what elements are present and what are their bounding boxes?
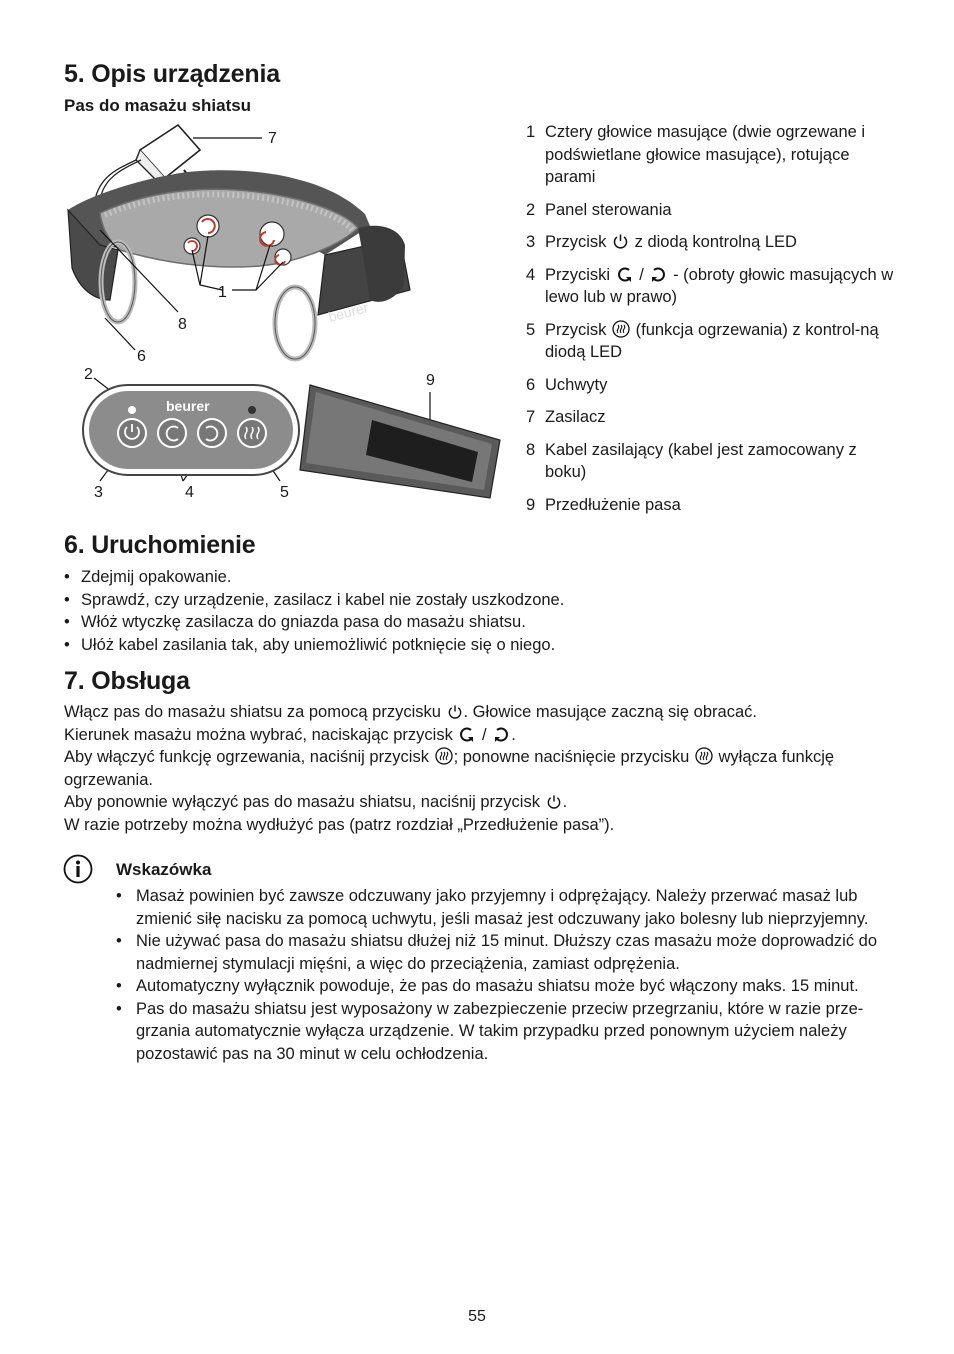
callout-2: 2: [84, 366, 93, 383]
text-span: .: [511, 725, 516, 744]
page-number: 55: [468, 1308, 486, 1325]
legend-text: Uchwyty: [545, 375, 608, 394]
led-heat: [248, 406, 256, 414]
legend-text-post: z diodą kontrolną LED: [634, 233, 797, 251]
text-span: . Głowice masujące zaczną się obracać.: [463, 703, 757, 721]
legend-number: 2: [526, 200, 536, 219]
led-power: [128, 406, 136, 414]
legend-item: [526, 439, 898, 484]
section-7-title: 7. Obsługa: [64, 667, 190, 695]
info-icon: [63, 854, 93, 884]
callout-9: 9: [426, 372, 435, 389]
panel-power-button-icon: [118, 419, 146, 447]
callout-4: 4: [185, 484, 194, 501]
callout-5: 5: [280, 484, 289, 501]
section-5-subtitle: Pas do masażu shiatsu: [64, 96, 252, 115]
legend-number: 9: [526, 495, 536, 514]
power-icon: [447, 704, 463, 720]
legend-text: Cztery głowice masujące (dwie ogrzewane i podświetlane głowice masujące), rotujące parami: [545, 123, 866, 186]
note-list: [116, 885, 891, 1065]
legend-number: 6: [526, 375, 536, 394]
callout-1: 1: [218, 284, 227, 301]
legend-number: 8: [526, 440, 536, 459]
panel-brand-logo: beurer: [166, 398, 210, 414]
callout-6: 6: [137, 348, 146, 365]
text-span: ; ponowne naciśnięcie przycisku: [453, 748, 690, 766]
legend-text: Panel sterowania: [545, 200, 672, 219]
list-item: • Sprawdź, czy urządzenie, zasilacz i kabel nie zostały uszkodzone.: [64, 589, 894, 612]
legend-item: [526, 406, 898, 429]
legend-item: [526, 121, 898, 189]
text-span: .: [562, 793, 568, 811]
legend-text-post: (funkcja ogrzewania) z kontrol-ną diodą LED: [545, 320, 879, 361]
text-span: Aby ponownie wyłączyć pas do masażu shiatsu, naciśnij przycisk: [64, 793, 540, 811]
legend-text: Zasilacz: [545, 408, 606, 426]
belt: [68, 170, 410, 359]
operation-paragraph: [64, 701, 894, 724]
startup-steps-list: [64, 566, 894, 656]
callout-3: 3: [94, 484, 103, 501]
legend-number: 1: [526, 123, 536, 141]
panel-rotate-left-button-icon: [158, 419, 186, 447]
list-item: • Ułóż kabel zasilania tak, aby uniemożliwić potknięcie się o niego.: [64, 634, 894, 657]
panel-rotate-right-button-icon: [198, 419, 226, 447]
heat-icon: [435, 747, 453, 765]
legend-text: Kabel zasilający (kabel jest zamocowany z boku): [545, 440, 857, 481]
operation-paragraph: [64, 791, 894, 814]
section-5-title: 5. Opis urządzenia: [64, 60, 280, 88]
legend-number: 7: [526, 408, 536, 426]
legend-number: 5: [526, 320, 536, 339]
note-item: • Automatyczny wyłącznik powoduje, że pas do masażu shiatsu może być włączony maks. 15 minut.: [116, 975, 891, 998]
legend-item: [526, 264, 898, 309]
belt-extension: [300, 385, 500, 498]
legend-item: [526, 494, 898, 517]
note-item: • Pas do masażu shiatsu jest wyposażony w zabezpieczenie przeciw przegrzaniu, które w razie prze-grzania automatycznie wyłącza urządzenie. W takim przypadku przed ponownym użyciem należy pozostawić pas na 30 minut w celu ochłodzenia.: [116, 998, 891, 1066]
section-6-title: 6. Uruchomienie: [64, 531, 256, 559]
power-icon: [612, 233, 629, 250]
rotate-right-icon: [649, 266, 667, 283]
legend-separator: /: [639, 265, 644, 284]
rotate-left-icon: [616, 266, 634, 283]
operation-paragraph: W razie potrzeby można wydłużyć pas (patrz rozdział „Przedłużenie pasa”).: [64, 815, 615, 834]
belt-brand-logo: beurer: [326, 298, 370, 325]
operation-paragraph: [64, 724, 894, 747]
legend-text: [545, 231, 898, 254]
note-item: • Nie używać pasa do masażu shiatsu dłużej niż 15 minut. Dłuższy czas masażu może doprowadzić do nadmiernej stymulacji mięśni, a więc do przeciążenia, zamiast odprężenia.: [116, 930, 891, 975]
callout-8: 8: [178, 316, 187, 333]
text-span: /: [482, 725, 487, 744]
legend-item: [526, 374, 898, 397]
device-illustration: [60, 115, 510, 515]
legend-item: [526, 231, 898, 254]
text-span: Aby włączyć funkcję ogrzewania, naciśnij przycisk: [64, 748, 429, 766]
operation-paragraph: [64, 746, 894, 791]
control-panel: [83, 385, 299, 475]
text-span: Kierunek masażu można wybrać, naciskając przycisk: [64, 725, 453, 744]
callout-7: 7: [268, 130, 277, 147]
heat-icon: [612, 320, 630, 338]
panel-heat-button-icon: [238, 419, 266, 447]
list-item: • Zdejmij opakowanie.: [64, 566, 894, 589]
text-span: wyłącza funkcję ogrzewania.: [64, 748, 835, 789]
operation-text: [64, 701, 894, 836]
legend-item: [526, 319, 898, 364]
list-item: • Włóż wtyczkę zasilacza do gniazda pasa do masażu shiatsu.: [64, 611, 894, 634]
power-icon: [546, 794, 562, 810]
legend-text-pre: Przycisk: [545, 320, 607, 339]
note-item: • Masaż powinien być zawsze odczuwany jako przyjemny i odprężający. Należy przerwać masaż lub zmienić siłę nacisku za pomocą uchwytu, jeśli masaż jest odczuwany jako bolesny lub nieprzyjemny.: [116, 885, 891, 930]
heat-icon: [695, 747, 713, 765]
note-title: Wskazówka: [116, 860, 212, 879]
legend-item: [526, 199, 898, 222]
legend-number: 4: [526, 265, 536, 284]
legend-text: Przedłużenie pasa: [545, 495, 681, 514]
text-span: Włącz pas do masażu shiatsu za pomocą przycisku: [64, 703, 441, 721]
legend-text-post: - (obroty głowic masujących w lewo lub w prawo): [545, 265, 894, 306]
legend-text: [545, 264, 898, 309]
legend-text-pre: Przyciski: [545, 265, 611, 284]
rotate-left-icon: [458, 726, 476, 743]
rotate-right-icon: [492, 726, 510, 743]
component-legend: [526, 121, 898, 526]
legend-text-pre: Przycisk: [545, 233, 607, 251]
legend-number: 3: [526, 233, 536, 251]
legend-text: [545, 319, 898, 364]
